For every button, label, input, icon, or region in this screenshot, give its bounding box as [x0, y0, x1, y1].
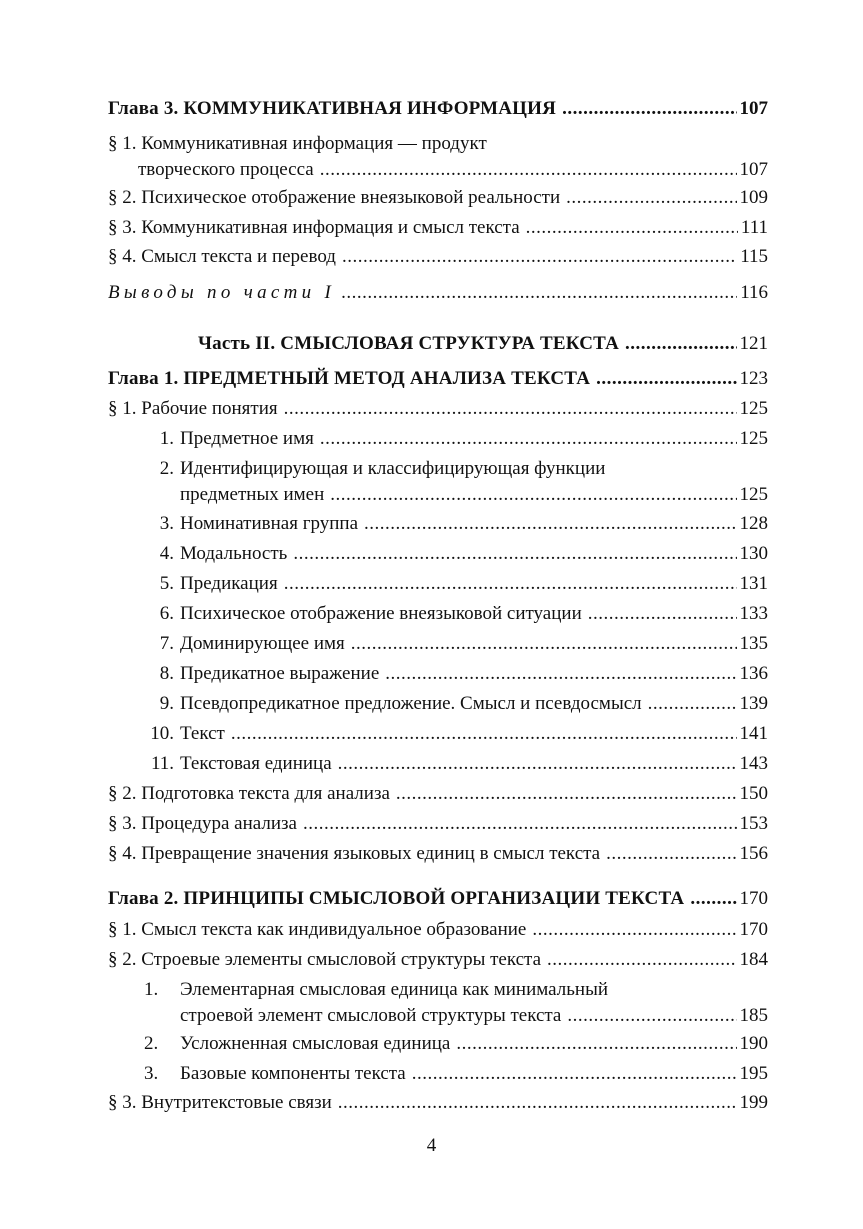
toc-ch3-section2[interactable]	[108, 185, 768, 211]
page-ref: 125	[739, 484, 768, 505]
page-ref: 125	[739, 398, 768, 419]
item-number: 5.	[159, 573, 174, 594]
toc-ch2-item-3[interactable]	[108, 1061, 768, 1087]
chapter-title: Глава 2. ПРИНЦИПЫ СМЫСЛОВОЙ ОРГАНИЗАЦИИ ТЕКСТА	[108, 888, 685, 909]
section-title: § 1. Рабочие понятия	[108, 398, 278, 419]
toc-ch1-section2[interactable]	[108, 781, 768, 807]
page-ref: 143	[739, 753, 768, 774]
page-number: 4	[426, 1135, 437, 1156]
item-number: 7.	[159, 633, 174, 654]
toc-ch2-section2[interactable]	[108, 947, 768, 973]
page-ref: 121	[739, 333, 768, 354]
toc-conclusions-part1[interactable]	[108, 280, 768, 306]
item-title: Текстовая единица	[180, 753, 332, 774]
section-title: § 4. Превращение значения языковых единиц в смысл текста	[108, 843, 601, 864]
page-ref: 125	[739, 428, 768, 449]
toc-ch1-item-1[interactable]	[108, 426, 768, 452]
item-title: Модальность	[180, 543, 288, 564]
toc-ch3-section3[interactable]	[108, 215, 768, 241]
item-number: 1.	[144, 979, 159, 1000]
toc-ch2-item-1-line2[interactable]	[108, 1003, 768, 1029]
page-ref: 156	[739, 843, 768, 864]
toc-ch1-item-2-line1[interactable]	[108, 456, 768, 482]
toc-ch1-item-3[interactable]	[108, 511, 768, 537]
item-number: 11.	[150, 753, 174, 774]
toc-part2-heading[interactable]	[108, 331, 768, 357]
item-number: 2.	[144, 1033, 159, 1054]
page-ref: 170	[739, 888, 768, 909]
item-title: Текст	[180, 723, 225, 744]
toc-ch1-item-2-line2[interactable]	[108, 482, 768, 508]
chapter-title: Глава 3. КОММУНИКАТИВНАЯ ИНФОРМАЦИЯ	[108, 98, 557, 119]
page-ref: 107	[739, 159, 768, 180]
part-title: Часть II. СМЫСЛОВАЯ СТРУКТУРА ТЕКСТА	[198, 333, 619, 354]
page-ref: 109	[739, 187, 768, 208]
section-title: § 2. Строевые элементы смысловой структуры текста	[108, 949, 542, 970]
page-ref: 153	[739, 813, 768, 834]
toc-chapter2-heading[interactable]	[108, 886, 768, 912]
page-ref: 123	[739, 368, 768, 389]
toc-ch1-item-8[interactable]	[108, 661, 768, 687]
page-ref: 115	[740, 246, 768, 267]
item-title: Доминирующее имя	[180, 633, 345, 654]
page-ref: 130	[739, 543, 768, 564]
section-title: § 2. Подготовка текста для анализа	[108, 783, 390, 804]
toc-ch2-section1[interactable]	[108, 917, 768, 943]
page-ref: 116	[740, 282, 768, 303]
toc-ch3-section4[interactable]	[108, 244, 768, 270]
toc-chapter1-heading[interactable]	[108, 366, 768, 392]
item-title: Базовые компоненты текста	[180, 1063, 406, 1084]
section-title: § 2. Психическое отображение внеязыковой реальности	[108, 187, 561, 208]
toc-ch1-item-4[interactable]	[108, 541, 768, 567]
toc-ch1-item-5[interactable]	[108, 571, 768, 597]
item-title: Психическое отображение внеязыковой ситуации	[180, 603, 582, 624]
page-ref: 139	[739, 693, 768, 714]
page-ref: 107	[739, 98, 768, 119]
toc-ch1-item-7[interactable]	[108, 631, 768, 657]
item-number: 6.	[159, 603, 174, 624]
toc-ch1-item-6[interactable]	[108, 601, 768, 627]
section-title-cont: творческого процесса	[138, 159, 314, 180]
section-title: § 3. Процедура анализа	[108, 813, 297, 834]
item-number: 3.	[159, 513, 174, 534]
item-title: Усложненная смысловая единица	[180, 1033, 451, 1054]
page-ref: 128	[739, 513, 768, 534]
item-title-cont: строевой элемент смысловой структуры текста	[180, 1005, 562, 1026]
page-ref: 199	[739, 1092, 768, 1113]
toc-chapter3-heading[interactable]	[108, 96, 768, 122]
page-ref: 133	[739, 603, 768, 624]
toc-ch3-section1-line1[interactable]	[108, 131, 768, 157]
item-number: 3.	[144, 1063, 159, 1084]
item-number: 4.	[159, 543, 174, 564]
toc-ch2-item-1-line1[interactable]	[108, 977, 768, 1003]
toc-ch1-item-11[interactable]	[108, 751, 768, 777]
toc-ch1-section3[interactable]	[108, 811, 768, 837]
toc-ch3-section1-line2[interactable]	[108, 157, 768, 183]
item-title: Предметное имя	[180, 428, 314, 449]
item-title: Номинативная группа	[180, 513, 359, 534]
page-ref: 190	[739, 1033, 768, 1054]
toc-ch1-section4[interactable]	[108, 841, 768, 867]
item-number: 8.	[159, 663, 174, 684]
toc-ch2-section3[interactable]	[108, 1090, 768, 1116]
item-title: Элементарная смысловая единица как минимальный	[180, 979, 609, 1000]
page-ref: 131	[739, 573, 768, 594]
page-ref: 150	[739, 783, 768, 804]
section-title: § 3. Внутритекстовые связи	[108, 1092, 332, 1113]
toc-ch1-item-9[interactable]	[108, 691, 768, 717]
section-title: § 4. Смысл текста и перевод	[108, 246, 336, 267]
chapter-title: Глава 1. ПРЕДМЕТНЫЙ МЕТОД АНАЛИЗА ТЕКСТА	[108, 368, 591, 389]
item-title: Предикация	[180, 573, 278, 594]
section-title: § 1. Смысл текста как индивидуальное образование	[108, 919, 527, 940]
conclusions-title: Выводы по части I	[108, 282, 336, 303]
toc-ch2-item-2[interactable]	[108, 1031, 768, 1057]
page-ref: 141	[739, 723, 768, 744]
item-number: 9.	[159, 693, 174, 714]
toc-ch1-section1[interactable]	[108, 396, 768, 422]
toc-ch1-item-10[interactable]	[108, 721, 768, 747]
page-ref: 135	[739, 633, 768, 654]
item-number: 2.	[159, 458, 174, 479]
section-title: § 3. Коммуникативная информация и смысл текста	[108, 217, 520, 238]
item-title: Псевдопредикатное предложение. Смысл и псевдосмысл	[180, 693, 642, 714]
item-number: 1.	[159, 428, 174, 449]
page-ref: 170	[739, 919, 768, 940]
page-ref: 185	[739, 1005, 768, 1026]
item-title: Идентифицирующая и классифицирующая функции	[180, 458, 606, 479]
item-title: Предикатное выражение	[180, 663, 380, 684]
item-title-cont: предметных имен	[180, 484, 325, 505]
page-ref: 195	[739, 1063, 768, 1084]
page-ref: 136	[739, 663, 768, 684]
item-number: 10.	[150, 723, 174, 744]
section-title: § 1. Коммуникативная информация — продукт	[108, 133, 487, 154]
page-ref: 111	[740, 217, 768, 238]
page-ref: 184	[739, 949, 768, 970]
